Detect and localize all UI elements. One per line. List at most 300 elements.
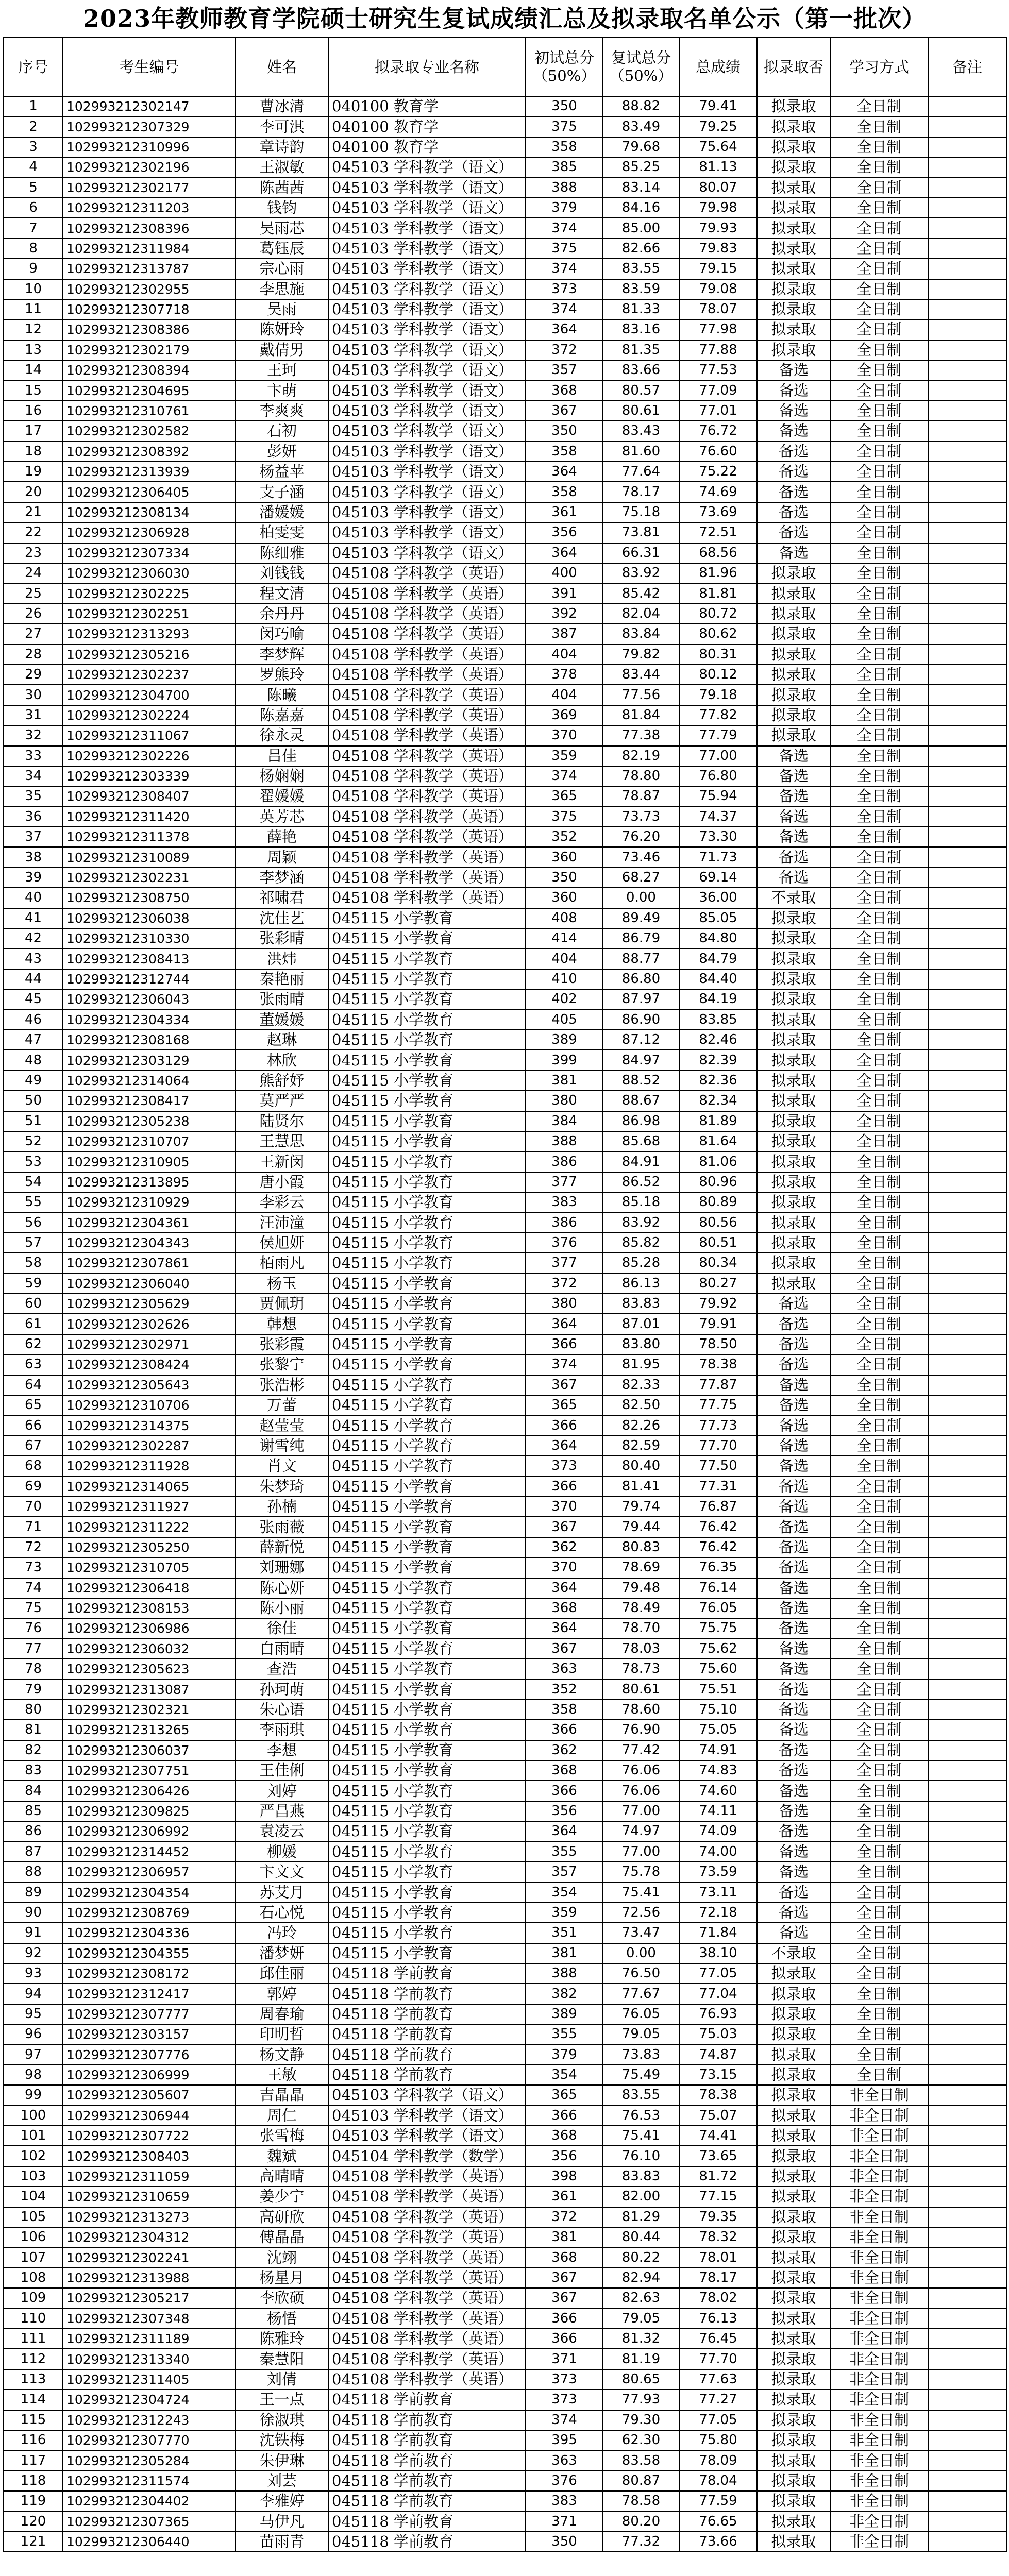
candidate-name: 朱心语 [236, 1700, 328, 1720]
candidate-name: 傅晶晶 [236, 2227, 328, 2247]
major-name: 045115 小学教育 [328, 1071, 526, 1091]
study-mode: 全日制 [830, 1091, 928, 1111]
major-name: 045115 小学教育 [328, 1578, 526, 1598]
total-score: 76.60 [679, 442, 757, 462]
study-mode: 全日制 [830, 522, 928, 543]
major-name: 045115 小学教育 [328, 1091, 526, 1111]
retest-score: 81.84 [603, 705, 679, 725]
candidate-name: 李雅婷 [236, 2491, 328, 2511]
candidate-name: 柏雯雯 [236, 522, 328, 543]
candidate-id: 102993212313340 [63, 2349, 236, 2369]
study-mode: 非全日制 [830, 2369, 928, 2389]
row-number: 23 [4, 543, 63, 563]
row-number: 20 [4, 482, 63, 502]
candidate-id: 102993212307770 [63, 2430, 236, 2450]
major-name: 045115 小学教育 [328, 1618, 526, 1638]
remark [928, 1091, 1006, 1111]
admission-status: 备选 [757, 522, 830, 543]
initial-score: 375 [526, 807, 603, 827]
retest-score: 85.68 [603, 1131, 679, 1151]
total-score: 82.36 [679, 1071, 757, 1091]
total-score: 79.98 [679, 198, 757, 218]
total-score: 77.98 [679, 319, 757, 340]
initial-score: 366 [526, 1477, 603, 1497]
major-name: 045115 小学教育 [328, 1720, 526, 1740]
major-name: 045115 小学教育 [328, 1151, 526, 1172]
major-name: 045115 小学教育 [328, 1862, 526, 1882]
table-row [4, 725, 1006, 745]
initial-score: 362 [526, 1740, 603, 1760]
candidate-id: 102993212312243 [63, 2410, 236, 2430]
admission-status: 备选 [757, 847, 830, 867]
study-mode: 全日制 [830, 705, 928, 725]
remark [928, 1294, 1006, 1314]
initial-score: 360 [526, 888, 603, 908]
table-row [4, 1984, 1006, 2004]
initial-score: 382 [526, 1984, 603, 2004]
total-score: 84.19 [679, 989, 757, 1009]
row-number: 97 [4, 2045, 63, 2065]
row-number: 19 [4, 462, 63, 482]
remark [928, 2268, 1006, 2288]
admission-status: 拟录取 [757, 2045, 830, 2065]
table-row [4, 1700, 1006, 1720]
candidate-id: 102993212311927 [63, 1497, 236, 1517]
retest-score: 83.92 [603, 1212, 679, 1232]
row-number: 89 [4, 1882, 63, 1902]
initial-score: 364 [526, 1618, 603, 1638]
retest-score: 85.25 [603, 157, 679, 177]
initial-score: 373 [526, 2389, 603, 2410]
study-mode: 全日制 [830, 725, 928, 745]
remark [928, 583, 1006, 603]
study-mode: 全日制 [830, 2024, 928, 2044]
header-cell: 初试总分（50%） [526, 38, 603, 96]
retest-score: 86.90 [603, 1010, 679, 1030]
retest-score: 88.52 [603, 1071, 679, 1091]
admission-status: 备选 [757, 1679, 830, 1699]
remark [928, 1821, 1006, 1841]
candidate-name: 孙珂萌 [236, 1679, 328, 1699]
row-number: 57 [4, 1233, 63, 1253]
study-mode: 全日制 [830, 1781, 928, 1801]
admission-status: 备选 [757, 1537, 830, 1557]
candidate-name: 薛新悦 [236, 1537, 328, 1557]
remark [928, 2045, 1006, 2065]
retest-score: 76.20 [603, 827, 679, 847]
row-number: 62 [4, 1334, 63, 1354]
row-number: 73 [4, 1557, 63, 1578]
major-name: 045108 学科教学（英语） [328, 2207, 526, 2227]
initial-score: 414 [526, 928, 603, 948]
retest-score: 82.59 [603, 1436, 679, 1456]
study-mode: 全日制 [830, 442, 928, 462]
major-name: 045103 学科教学（语文） [328, 2106, 526, 2126]
retest-score: 76.90 [603, 1720, 679, 1740]
table-row [4, 1862, 1006, 1882]
retest-score: 88.77 [603, 948, 679, 969]
table-row [4, 563, 1006, 583]
row-number: 52 [4, 1131, 63, 1151]
candidate-id: 102993212308168 [63, 1030, 236, 1050]
candidate-name: 王淑敏 [236, 157, 328, 177]
study-mode: 全日制 [830, 786, 928, 806]
admission-status: 备选 [757, 502, 830, 522]
row-number: 4 [4, 157, 63, 177]
row-number: 79 [4, 1679, 63, 1699]
study-mode: 全日制 [830, 1477, 928, 1497]
remark [928, 1375, 1006, 1395]
candidate-name: 张彩霞 [236, 1334, 328, 1354]
table-row [4, 522, 1006, 543]
remark [928, 218, 1006, 238]
table-row [4, 685, 1006, 705]
total-score: 75.64 [679, 137, 757, 157]
candidate-name: 王新闵 [236, 1151, 328, 1172]
initial-score: 388 [526, 1131, 603, 1151]
row-number: 11 [4, 299, 63, 319]
admission-status: 拟录取 [757, 908, 830, 928]
remark [928, 1537, 1006, 1557]
total-score: 78.38 [679, 2085, 757, 2105]
major-name: 045118 学前教育 [328, 2471, 526, 2491]
candidate-id: 102993212304312 [63, 2227, 236, 2247]
admission-status: 备选 [757, 746, 830, 766]
initial-score: 357 [526, 360, 603, 380]
retest-score: 77.32 [603, 2532, 679, 2552]
table-row [4, 888, 1006, 908]
remark [928, 2085, 1006, 2105]
row-number: 2 [4, 116, 63, 137]
table-row [4, 198, 1006, 218]
row-number: 25 [4, 583, 63, 603]
table-row [4, 1781, 1006, 1801]
total-score: 77.79 [679, 725, 757, 745]
admission-status: 拟录取 [757, 2207, 830, 2227]
major-name: 045103 学科教学（语文） [328, 299, 526, 319]
major-name: 045103 学科教学（语文） [328, 340, 526, 360]
initial-score: 387 [526, 624, 603, 644]
remark [928, 665, 1006, 685]
total-score: 72.18 [679, 1903, 757, 1923]
major-name: 045115 小学教育 [328, 1415, 526, 1435]
candidate-name: 杨星月 [236, 2268, 328, 2288]
candidate-name: 翟媛媛 [236, 786, 328, 806]
remark [928, 2389, 1006, 2410]
table-row [4, 847, 1006, 867]
retest-score: 68.27 [603, 868, 679, 888]
table-row [4, 2024, 1006, 2044]
major-name: 045108 学科教学（英语） [328, 786, 526, 806]
admission-status: 拟录取 [757, 624, 830, 644]
candidate-id: 102993212306944 [63, 2106, 236, 2126]
remark [928, 2024, 1006, 2044]
candidate-id: 102993212304355 [63, 1943, 236, 1963]
retest-score: 81.29 [603, 2207, 679, 2227]
row-number: 107 [4, 2247, 63, 2267]
initial-score: 364 [526, 543, 603, 563]
table-row [4, 1679, 1006, 1699]
study-mode: 全日制 [830, 1233, 928, 1253]
retest-score: 73.81 [603, 522, 679, 543]
remark [928, 1639, 1006, 1659]
admission-status: 拟录取 [757, 2268, 830, 2288]
remark [928, 1578, 1006, 1598]
initial-score: 374 [526, 2410, 603, 2430]
major-name: 045103 学科教学（语文） [328, 157, 526, 177]
remark [928, 1131, 1006, 1151]
candidate-name: 李雨琪 [236, 1720, 328, 1740]
study-mode: 全日制 [830, 1943, 928, 1963]
row-number: 30 [4, 685, 63, 705]
candidate-name: 徐淑琪 [236, 2410, 328, 2430]
remark [928, 2065, 1006, 2085]
header-cell: 学习方式 [830, 38, 928, 96]
table-row [4, 766, 1006, 786]
remark [928, 2309, 1006, 2329]
major-name: 045115 小学教育 [328, 1477, 526, 1497]
candidate-name: 周仁 [236, 2106, 328, 2126]
study-mode: 非全日制 [830, 2349, 928, 2369]
table-row [4, 2045, 1006, 2065]
table-row [4, 1415, 1006, 1435]
total-score: 83.85 [679, 1010, 757, 1030]
initial-score: 368 [526, 1598, 603, 1618]
total-score: 79.93 [679, 218, 757, 238]
remark [928, 279, 1006, 299]
study-mode: 全日制 [830, 1801, 928, 1821]
row-number: 22 [4, 522, 63, 543]
study-mode: 全日制 [830, 299, 928, 319]
initial-score: 395 [526, 2430, 603, 2450]
row-number: 42 [4, 928, 63, 948]
admission-status: 备选 [757, 442, 830, 462]
admission-status: 拟录取 [757, 583, 830, 603]
major-name: 045108 学科教学（英语） [328, 2268, 526, 2288]
table-row [4, 604, 1006, 624]
candidate-id: 102993212305216 [63, 645, 236, 665]
retest-score: 81.35 [603, 340, 679, 360]
table-row [4, 157, 1006, 177]
major-name: 045115 小学教育 [328, 1192, 526, 1212]
initial-score: 354 [526, 1882, 603, 1902]
major-name: 045115 小学教育 [328, 1375, 526, 1395]
initial-score: 367 [526, 1375, 603, 1395]
admission-status: 拟录取 [757, 563, 830, 583]
admission-status: 拟录取 [757, 2369, 830, 2389]
major-name: 045118 学前教育 [328, 2450, 526, 2470]
major-name: 045115 小学教育 [328, 1314, 526, 1334]
total-score: 78.02 [679, 2288, 757, 2308]
initial-score: 366 [526, 1334, 603, 1354]
initial-score: 381 [526, 1071, 603, 1091]
retest-score: 80.61 [603, 1679, 679, 1699]
retest-score: 80.57 [603, 380, 679, 400]
remark [928, 1436, 1006, 1456]
total-score: 75.03 [679, 2024, 757, 2044]
candidate-id: 102993212308417 [63, 1091, 236, 1111]
retest-score: 79.05 [603, 2024, 679, 2044]
initial-score: 374 [526, 218, 603, 238]
study-mode: 全日制 [830, 685, 928, 705]
retest-score: 83.80 [603, 1334, 679, 1354]
study-mode: 全日制 [830, 645, 928, 665]
retest-score: 77.38 [603, 725, 679, 745]
table-row [4, 645, 1006, 665]
candidate-id: 102993212302224 [63, 705, 236, 725]
admission-status: 备选 [757, 1882, 830, 1902]
study-mode: 全日制 [830, 1578, 928, 1598]
admission-status: 拟录取 [757, 2450, 830, 2470]
admission-status: 拟录取 [757, 157, 830, 177]
candidate-name: 杨娴娴 [236, 766, 328, 786]
major-name: 045103 学科教学（语文） [328, 462, 526, 482]
table-row [4, 178, 1006, 198]
total-score: 80.62 [679, 624, 757, 644]
retest-score: 79.30 [603, 2410, 679, 2430]
total-score: 36.00 [679, 888, 757, 908]
table-row [4, 1151, 1006, 1172]
remark [928, 1314, 1006, 1334]
admission-status: 备选 [757, 1659, 830, 1679]
row-number: 108 [4, 2268, 63, 2288]
candidate-name: 石初 [236, 421, 328, 441]
candidate-name: 谢雪纯 [236, 1436, 328, 1456]
candidate-id: 102993212302241 [63, 2247, 236, 2267]
candidate-id: 102993212310707 [63, 1131, 236, 1151]
candidate-id: 102993212306043 [63, 989, 236, 1009]
candidate-name: 刘芸 [236, 2471, 328, 2491]
retest-score: 79.48 [603, 1578, 679, 1598]
admission-status: 备选 [757, 1294, 830, 1314]
retest-score: 77.93 [603, 2389, 679, 2410]
row-number: 48 [4, 1050, 63, 1070]
row-number: 24 [4, 563, 63, 583]
candidate-id: 102993212308407 [63, 786, 236, 806]
candidate-id: 102993212310330 [63, 928, 236, 948]
candidate-name: 周春瑜 [236, 2004, 328, 2024]
row-number: 49 [4, 1071, 63, 1091]
major-name: 045103 学科教学（语文） [328, 380, 526, 400]
remark [928, 1253, 1006, 1273]
candidate-name: 董媛媛 [236, 1010, 328, 1030]
admission-status: 备选 [757, 1781, 830, 1801]
study-mode: 全日制 [830, 847, 928, 867]
initial-score: 374 [526, 259, 603, 279]
initial-score: 364 [526, 1436, 603, 1456]
candidate-name: 刘钱钱 [236, 563, 328, 583]
total-score: 74.41 [679, 2126, 757, 2146]
header-cell: 考生编号 [63, 38, 236, 96]
admission-status: 备选 [757, 1760, 830, 1781]
table-row [4, 1091, 1006, 1111]
total-score: 79.41 [679, 96, 757, 116]
row-number: 12 [4, 319, 63, 340]
total-score: 75.60 [679, 1659, 757, 1679]
retest-score: 81.33 [603, 299, 679, 319]
row-number: 91 [4, 1923, 63, 1943]
major-name: 045115 小学教育 [328, 1253, 526, 1273]
total-score: 74.09 [679, 1821, 757, 1841]
remark [928, 2369, 1006, 2389]
study-mode: 非全日制 [830, 2511, 928, 2531]
admission-status: 拟录取 [757, 2329, 830, 2349]
admission-status: 拟录取 [757, 645, 830, 665]
candidate-id: 102993212304343 [63, 1233, 236, 1253]
row-number: 38 [4, 847, 63, 867]
major-name: 045115 小学教育 [328, 1740, 526, 1760]
major-name: 045115 小学教育 [328, 1700, 526, 1720]
retest-score: 79.82 [603, 645, 679, 665]
initial-score: 366 [526, 1720, 603, 1740]
row-number: 112 [4, 2349, 63, 2369]
total-score: 77.04 [679, 1984, 757, 2004]
major-name: 045103 学科教学（语文） [328, 543, 526, 563]
candidate-name: 朱梦琦 [236, 1477, 328, 1497]
candidate-id: 102993212304724 [63, 2389, 236, 2410]
study-mode: 非全日制 [830, 2309, 928, 2329]
study-mode: 全日制 [830, 1537, 928, 1557]
row-number: 29 [4, 665, 63, 685]
retest-score: 83.44 [603, 665, 679, 685]
table-row [4, 2410, 1006, 2430]
remark [928, 746, 1006, 766]
admission-status: 拟录取 [757, 1030, 830, 1050]
header-cell: 备注 [928, 38, 1006, 96]
major-name: 040100 教育学 [328, 116, 526, 137]
admission-status: 拟录取 [757, 2126, 830, 2146]
study-mode: 全日制 [830, 360, 928, 380]
study-mode: 全日制 [830, 1375, 928, 1395]
remark [928, 319, 1006, 340]
table-row [4, 969, 1006, 989]
major-name: 045115 小学教育 [328, 1903, 526, 1923]
row-number: 116 [4, 2430, 63, 2450]
retest-score: 88.82 [603, 96, 679, 116]
retest-score: 88.67 [603, 1091, 679, 1111]
initial-score: 350 [526, 96, 603, 116]
study-mode: 全日制 [830, 1274, 928, 1294]
candidate-id: 102993212302251 [63, 604, 236, 624]
table-row [4, 2004, 1006, 2024]
admission-status: 拟录取 [757, 340, 830, 360]
table-row [4, 116, 1006, 137]
candidate-id: 102993212308172 [63, 1963, 236, 1984]
retest-score: 78.03 [603, 1639, 679, 1659]
remark [928, 1720, 1006, 1740]
initial-score: 374 [526, 299, 603, 319]
admission-status: 备选 [757, 1720, 830, 1740]
retest-score: 78.87 [603, 786, 679, 806]
candidate-name: 吕佳 [236, 746, 328, 766]
study-mode: 全日制 [830, 198, 928, 218]
retest-score: 81.41 [603, 1477, 679, 1497]
candidate-id: 102993212303339 [63, 766, 236, 786]
table-row [4, 1923, 1006, 1943]
candidate-name: 沈铁梅 [236, 2430, 328, 2450]
admission-status: 拟录取 [757, 1091, 830, 1111]
study-mode: 非全日制 [830, 2166, 928, 2187]
row-number: 119 [4, 2491, 63, 2511]
major-name: 045103 学科教学（语文） [328, 178, 526, 198]
initial-score: 373 [526, 1456, 603, 1476]
admission-status: 拟录取 [757, 604, 830, 624]
major-name: 045108 学科教学（英语） [328, 766, 526, 786]
retest-score: 78.80 [603, 766, 679, 786]
admission-status: 拟录取 [757, 2106, 830, 2126]
total-score: 80.27 [679, 1274, 757, 1294]
table-row [4, 1436, 1006, 1456]
